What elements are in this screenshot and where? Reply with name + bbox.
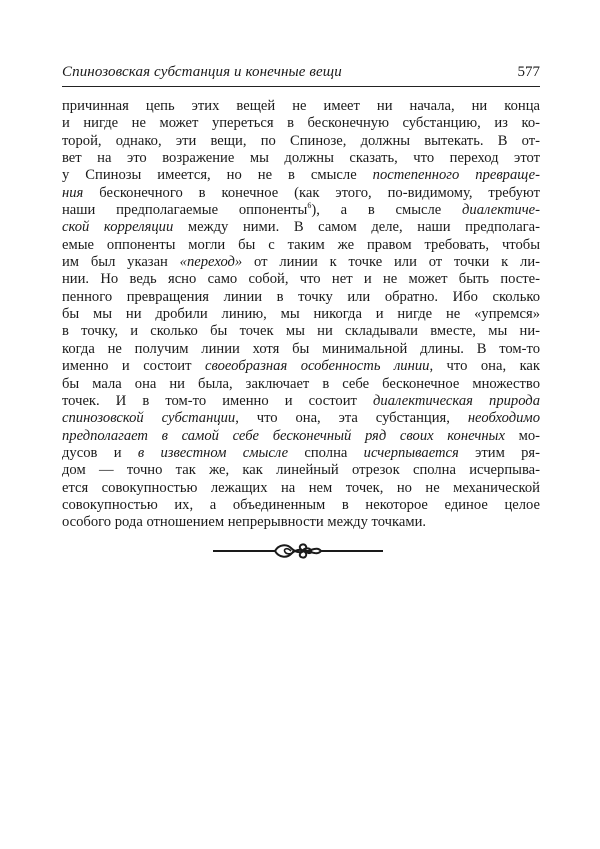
swash-ornament-icon — [213, 540, 383, 562]
text-line — [62, 497, 540, 514]
text-line — [62, 289, 540, 306]
text-line — [62, 237, 540, 254]
text-span: пенного превращения линии в точку или обратно. Ибо сколько — [62, 288, 540, 305]
text-span: , что она, эта субстанция, — [235, 410, 468, 427]
text-span: от линии к точке или от точки к ли- — [242, 254, 540, 271]
text-span: бы мы ни дробили линию, мы никогда и нигде не «упремся» — [62, 306, 540, 323]
text-line — [62, 514, 540, 531]
text-line — [62, 133, 540, 150]
text-span: мо- — [504, 427, 541, 444]
text-line — [62, 185, 540, 202]
text-span: емые оппоненты могли бы с таким же правом требовать, чтобы — [62, 236, 540, 253]
text-line — [62, 410, 540, 427]
body-text — [62, 98, 540, 532]
text-line — [62, 462, 540, 479]
text-span: этим ря- — [458, 444, 540, 461]
text-span: вет на это возражение мы должны сказать, что переход этот — [62, 150, 540, 167]
text-line — [62, 167, 540, 184]
text-line — [62, 445, 540, 462]
text-line — [62, 202, 540, 219]
text-line — [62, 393, 540, 410]
text-span: нии. Но ведь ясно само собой, что нет и не может быть посте- — [62, 271, 540, 288]
text-line — [62, 254, 540, 271]
running-title: Спинозовская субстанция и конечные вещи — [62, 64, 342, 80]
text-span: и нигде не может упереться в бесконечную субстанцию, из ко- — [62, 115, 540, 132]
text-span: ется совокупностью лежащих на нем точек, но не механической — [62, 479, 540, 496]
emphasis-span: спинозовской субстанции — [62, 410, 236, 427]
text-span: бы мала она ни была, заключает в себе бесконечное множество — [62, 375, 540, 392]
text-line — [62, 150, 540, 167]
footnote-marker: 6 — [307, 201, 312, 211]
running-head — [62, 58, 540, 87]
text-span: в точку, и сколько бы точек мы ни складывали вместе, мы ни- — [62, 323, 540, 340]
text-span: точек. И в том-то именно и состоит — [62, 392, 374, 409]
text-span: наши предполагаемые оппоненты — [62, 202, 308, 219]
text-span: дом — точно так же, как линейный отрезок сполна исчерпыва- — [62, 462, 540, 479]
emphasis-span: предполагает в самой себе бесконечный ряд своих конечных — [62, 427, 505, 444]
text-span: когда не получим линии хотя бы минимальной длины. В том-то — [62, 340, 540, 357]
text-line — [62, 480, 540, 497]
emphasis-span: исчерпывается — [363, 444, 459, 461]
emphasis-span: «переход» — [179, 254, 243, 271]
text-line — [62, 358, 540, 375]
text-line — [62, 376, 540, 393]
text-span: у Спинозы имеется, но не в смысле — [62, 167, 373, 184]
text-line — [62, 306, 540, 323]
text-line — [62, 219, 540, 236]
text-span: между ними. В самом деле, наши предполага- — [173, 219, 540, 236]
text-span: ), а в смысле — [311, 202, 463, 219]
text-line — [62, 323, 540, 340]
text-span: , что она, как — [429, 358, 541, 375]
emphasis-span: ской корреляции — [62, 219, 174, 236]
emphasis-span: ния — [62, 184, 84, 201]
emphasis-span: своеобразная особенность линии — [204, 358, 430, 375]
emphasis-span: постепенного превраще- — [372, 167, 540, 184]
text-line — [62, 98, 540, 115]
emphasis-span: диалектическая природа — [373, 392, 540, 409]
text-span: особого рода отношением непрерывности между точками. — [62, 514, 427, 531]
text-span: дусов и — [62, 444, 138, 461]
text-span: торой, однако, эти вещи, по Спинозе, должны вытекать. В от- — [62, 132, 540, 149]
text-span: совокупностью их, а объединенным в некоторое единое целое — [62, 496, 540, 513]
emphasis-span: в известном смысле — [137, 444, 289, 461]
text-line — [62, 115, 540, 132]
text-line — [62, 428, 540, 445]
text-line — [62, 341, 540, 358]
page-number: 577 — [517, 64, 540, 80]
text-span: им был указан — [62, 254, 180, 271]
emphasis-span: диалектиче- — [462, 202, 540, 219]
emphasis-span: необходимо — [467, 410, 540, 427]
text-span: сполна — [288, 444, 364, 461]
text-span: бесконечного в конечное (как этого, по-видимому, требуют — [83, 184, 540, 201]
text-line — [62, 271, 540, 288]
text-span: именно и состоит — [62, 358, 205, 375]
text-span: причинная цепь этих вещей не имеет ни начала, ни конца — [62, 98, 540, 114]
